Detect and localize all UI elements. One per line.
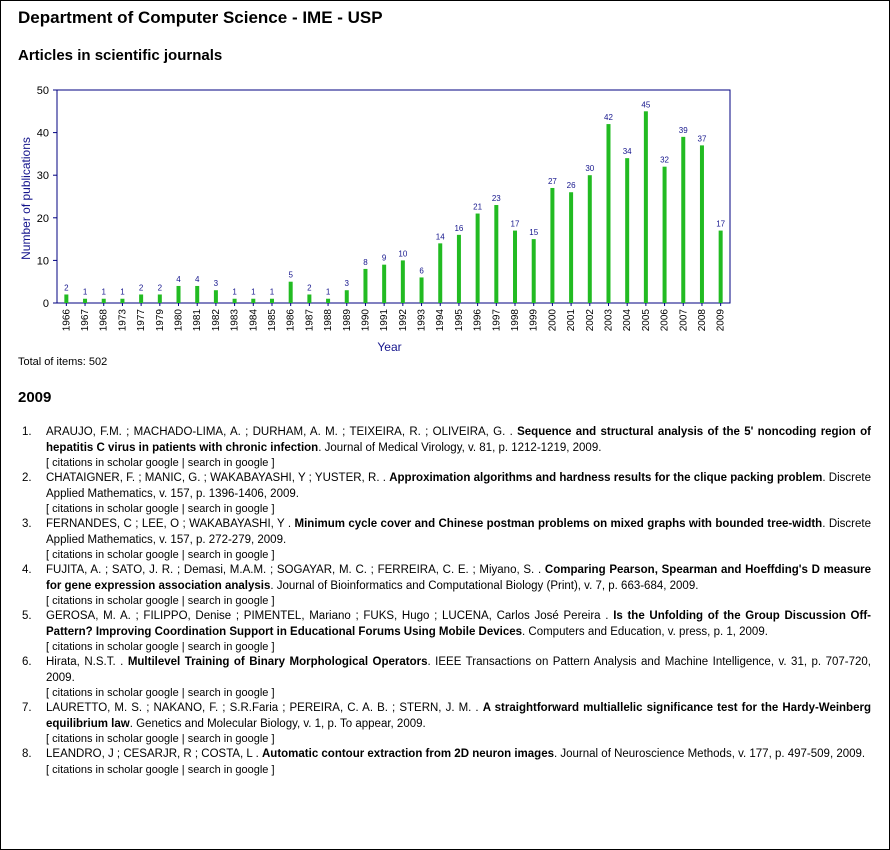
x-tick-label: 1999 bbox=[528, 309, 540, 332]
publication-authors: LAURETTO, M. S. ; NAKANO, F. ; S.R.Faria ; PEREIRA, C. A. B. ; STERN, J. M. . bbox=[46, 702, 483, 714]
x-tick-label: 1979 bbox=[154, 309, 166, 332]
bar-value-label: 9 bbox=[381, 253, 387, 263]
bar bbox=[64, 294, 68, 303]
x-tick-label: 1989 bbox=[341, 309, 353, 332]
publication-source: . Journal of Neuroscience Methods, v. 177, p. 497-509, 2009. bbox=[554, 748, 866, 760]
bar bbox=[625, 158, 629, 303]
publication-number: 2. bbox=[22, 472, 32, 484]
publication-item bbox=[18, 471, 871, 517]
x-tick-label: 1998 bbox=[510, 309, 522, 332]
x-tick-label: 1988 bbox=[323, 309, 335, 332]
x-tick-label: 1967 bbox=[80, 309, 92, 332]
scholar-link[interactable]: citations in scholar google bbox=[52, 641, 179, 653]
scholar-link[interactable]: citations in scholar google bbox=[52, 457, 179, 469]
publication-number: 3. bbox=[22, 518, 32, 530]
publication-source: . Genetics and Molecular Biology, v. 1, p. To appear, 2009. bbox=[129, 717, 426, 730]
publication-authors: LEANDRO, J ; CESARJR, R ; COSTA, L . bbox=[46, 748, 262, 760]
publication-item bbox=[18, 655, 871, 701]
publication-number: 7. bbox=[22, 702, 32, 714]
publication-title: Automatic contour extraction from 2D neuron images bbox=[261, 748, 554, 760]
department-title: Department of Computer Science - IME - USP bbox=[18, 8, 383, 27]
publication-item bbox=[18, 517, 871, 563]
x-tick-label: 1968 bbox=[98, 309, 110, 332]
bar bbox=[494, 205, 498, 303]
scholar-link[interactable]: citations in scholar google bbox=[52, 733, 179, 745]
x-tick-label: 2009 bbox=[715, 309, 727, 332]
bar bbox=[233, 299, 237, 303]
publication-title: Comparing Pearson, Spearman and Hoeffding's D measure for gene expression association analysis bbox=[46, 564, 871, 592]
publication-number: 4. bbox=[22, 564, 32, 576]
scholar-link[interactable]: citations in scholar google bbox=[52, 549, 179, 561]
publication-source: . IEEE Transactions on Pattern Analysis and Machine Intelligence, v. 31, p. 707-720, 2009. bbox=[46, 656, 871, 684]
bar-value-label: 2 bbox=[157, 283, 163, 293]
x-tick-label: 2005 bbox=[640, 309, 652, 332]
publication-title: A straightforward multiallelic significance test for the Hardy-Weinberg equilibrium law bbox=[46, 702, 871, 730]
x-tick-label: 1992 bbox=[397, 309, 409, 332]
x-tick-label: 1987 bbox=[304, 309, 316, 332]
google-search-link[interactable]: search in google bbox=[187, 457, 269, 469]
bar bbox=[158, 294, 162, 303]
bar-value-label: 14 bbox=[435, 232, 445, 242]
x-tick-label: 1997 bbox=[491, 309, 503, 332]
google-search-link[interactable]: search in google bbox=[187, 503, 269, 515]
google-search-link[interactable]: search in google bbox=[187, 733, 269, 745]
bar-value-label: 1 bbox=[251, 287, 256, 297]
x-tick-label: 1994 bbox=[435, 309, 447, 332]
bar-value-label: 3 bbox=[344, 279, 349, 289]
x-tick-label: 1993 bbox=[416, 309, 428, 332]
bar-value-label: 27 bbox=[547, 176, 557, 186]
bar-value-label: 1 bbox=[325, 287, 331, 297]
x-tick-label: 1996 bbox=[472, 309, 484, 332]
x-tick-label: 1977 bbox=[136, 309, 148, 332]
google-search-link[interactable]: search in google bbox=[187, 641, 269, 653]
publication-number: 6. bbox=[22, 656, 32, 668]
scholar-link[interactable]: citations in scholar google bbox=[52, 687, 179, 699]
bar bbox=[401, 260, 405, 303]
bar-value-label: 1 bbox=[232, 287, 237, 297]
publication-title: Minimum cycle cover and Chinese postman problems on mixed graphs with bounded tree-width bbox=[294, 518, 823, 530]
bar-value-label: 32 bbox=[660, 155, 670, 165]
bar bbox=[457, 235, 461, 303]
x-tick-label: 1973 bbox=[117, 309, 129, 332]
bar-value-label: 39 bbox=[678, 125, 688, 135]
x-tick-label: 1986 bbox=[285, 309, 297, 332]
publications-bar-chart bbox=[0, 0, 890, 360]
publication-authors: FUJITA, A. ; SATO, J. R. ; Demasi, M.A.M. ; SOGAYAR, M. C. ; FERREIRA, C. E. ; Miyano, S. . bbox=[46, 564, 545, 576]
bar-value-label: 2 bbox=[307, 283, 312, 293]
bar-value-label: 45 bbox=[641, 100, 651, 110]
bar-value-label: 17 bbox=[716, 219, 726, 229]
publication-number: 1. bbox=[22, 426, 32, 438]
publication-authors: CHATAIGNER, F. ; MANIC, G. ; WAKABAYASHI, Y ; YUSTER, R. . bbox=[46, 472, 390, 484]
x-tick-label: 1984 bbox=[248, 309, 260, 332]
x-tick-label: 2004 bbox=[622, 309, 634, 332]
scholar-link[interactable]: citations in scholar google bbox=[52, 595, 179, 607]
publication-links: [ citations in scholar google | search in google ] bbox=[46, 595, 275, 607]
bar bbox=[326, 299, 330, 303]
bar-value-label: 23 bbox=[491, 194, 501, 204]
bar bbox=[120, 299, 124, 303]
publication-title: Sequence and structural analysis of the 5' noncoding region of hepatitis C virus in patients with chronic infection bbox=[46, 426, 871, 454]
bar bbox=[214, 290, 218, 303]
bar-value-label: 1 bbox=[269, 287, 275, 297]
bar-value-label: 30 bbox=[585, 164, 595, 174]
x-axis-title: Year bbox=[377, 340, 402, 354]
y-tick-label: 40 bbox=[36, 127, 49, 140]
x-tick-label: 2006 bbox=[659, 309, 671, 332]
bar-value-label: 34 bbox=[622, 147, 632, 157]
publication-links: [ citations in scholar google | search in google ] bbox=[46, 687, 275, 699]
bar bbox=[438, 243, 442, 303]
publication-item bbox=[18, 563, 871, 609]
bar bbox=[102, 299, 106, 303]
bar-value-label: 4 bbox=[194, 274, 200, 284]
year-heading: 2009 bbox=[18, 389, 52, 406]
x-tick-label: 1981 bbox=[192, 309, 204, 332]
bar bbox=[363, 269, 367, 303]
bar bbox=[270, 299, 274, 303]
publication-source: . Journal of Bioinformatics and Computational Biology (Print), v. 7, p. 663-684, 2009. bbox=[270, 579, 699, 592]
bar bbox=[177, 286, 181, 303]
publication-title: Multilevel Training of Binary Morphological Operators bbox=[127, 656, 428, 668]
x-tick-label: 2001 bbox=[566, 309, 578, 332]
bar bbox=[663, 167, 667, 303]
publication-source: . Computers and Education, v. press, p. 1, 2009. bbox=[522, 625, 768, 638]
bar bbox=[83, 299, 87, 303]
scholar-link[interactable]: citations in scholar google bbox=[52, 503, 179, 515]
x-tick-label: 1985 bbox=[266, 309, 278, 332]
publication-number: 5. bbox=[22, 610, 32, 622]
x-tick-label: 1995 bbox=[453, 309, 465, 332]
bar-value-label: 3 bbox=[213, 279, 219, 289]
publication-title: Is the Unfolding of the Group Discussion Off-Pattern? Improving Coordination Support in Educational Forums Using Mobile Devices bbox=[46, 610, 871, 638]
bar bbox=[569, 192, 573, 303]
bar-value-label: 42 bbox=[604, 113, 613, 123]
google-search-link[interactable]: search in google bbox=[187, 549, 269, 561]
publication-title: Approximation algorithms and hardness results for the clique packing problem bbox=[389, 472, 823, 484]
bar bbox=[588, 175, 592, 303]
publication-source: . Discrete Applied Mathematics, v. 157, p. 272-279, 2009. bbox=[46, 518, 871, 546]
total-items: Total of items: 502 bbox=[18, 356, 108, 368]
bar bbox=[700, 145, 704, 303]
bar-value-label: 2 bbox=[64, 283, 69, 293]
x-tick-label: 1982 bbox=[210, 309, 222, 332]
bar bbox=[345, 290, 349, 303]
google-search-link[interactable]: search in google bbox=[187, 687, 269, 699]
x-tick-label: 2007 bbox=[678, 309, 690, 332]
bar bbox=[307, 294, 311, 303]
publication-links: [ citations in scholar google | search in google ] bbox=[46, 763, 275, 776]
bar bbox=[476, 214, 480, 303]
y-tick-label: 0 bbox=[42, 298, 49, 310]
bar-value-label: 1 bbox=[120, 287, 125, 297]
x-tick-label: 2003 bbox=[603, 309, 615, 332]
google-search-link[interactable]: search in google bbox=[187, 595, 269, 607]
bar-value-label: 17 bbox=[510, 219, 520, 229]
bar bbox=[513, 231, 517, 303]
bar bbox=[195, 286, 199, 303]
bar-value-label: 5 bbox=[288, 270, 293, 280]
bar-value-label: 1 bbox=[82, 287, 88, 297]
bar-value-label: 16 bbox=[454, 223, 464, 233]
publication-number: 8. bbox=[22, 748, 32, 760]
y-tick-label: 50 bbox=[36, 85, 49, 97]
x-tick-label: 1983 bbox=[229, 309, 241, 332]
publication-item bbox=[18, 425, 871, 471]
y-tick-label: 20 bbox=[36, 212, 49, 225]
publication-authors: ARAUJO, F.M. ; MACHADO-LIMA, A. ; DURHAM, A. M. ; TEIXEIRA, R. ; OLIVEIRA, G. . bbox=[46, 426, 518, 438]
publication-links: [ citations in scholar google | search in google ] bbox=[46, 503, 275, 515]
bar-value-label: 6 bbox=[419, 266, 424, 276]
publication-links: [ citations in scholar google | search in google ] bbox=[46, 733, 275, 745]
bar bbox=[532, 239, 536, 303]
publication-source: . Journal of Medical Virology, v. 81, p. 1212-1219, 2009. bbox=[318, 441, 602, 454]
bar bbox=[550, 188, 554, 303]
bar bbox=[681, 137, 685, 303]
bar-value-label: 2 bbox=[138, 283, 144, 293]
x-tick-label: 1991 bbox=[379, 309, 391, 332]
publication-links: [ citations in scholar google | search in google ] bbox=[46, 457, 275, 469]
x-tick-label: 2008 bbox=[696, 309, 708, 332]
x-tick-label: 1966 bbox=[61, 309, 73, 332]
bar bbox=[420, 277, 424, 303]
bar-value-label: 37 bbox=[697, 134, 707, 144]
publication-source: . Discrete Applied Mathematics, v. 157, p. 1396-1406, 2009. bbox=[46, 472, 871, 500]
y-tick-label: 30 bbox=[36, 170, 49, 183]
google-search-link[interactable]: search in google bbox=[187, 763, 269, 776]
publication-authors: GEROSA, M. A. ; FILIPPO, Denise ; PIMENTEL, Mariano ; FUKS, Hugo ; LUCENA, Carlos José Pereira . bbox=[46, 610, 614, 622]
x-tick-label: 2000 bbox=[547, 309, 559, 332]
x-tick-label: 2002 bbox=[584, 309, 596, 332]
bar-value-label: 10 bbox=[398, 249, 408, 259]
y-axis-title: Number of publications bbox=[19, 137, 33, 260]
bar bbox=[251, 299, 255, 303]
bar-value-label: 8 bbox=[363, 257, 368, 267]
scholar-link[interactable]: citations in scholar google bbox=[52, 763, 179, 776]
bar-value-label: 15 bbox=[529, 228, 539, 238]
bar bbox=[289, 282, 293, 303]
x-tick-label: 1990 bbox=[360, 309, 372, 332]
bar-value-label: 4 bbox=[176, 274, 181, 284]
publication-item bbox=[18, 701, 871, 747]
bar-value-label: 21 bbox=[473, 202, 483, 212]
publication-links: [ citations in scholar google | search in google ] bbox=[46, 641, 275, 653]
bar bbox=[606, 124, 610, 303]
y-tick-label: 10 bbox=[36, 255, 49, 268]
x-tick-label: 1980 bbox=[173, 309, 185, 332]
publication-authors: Hirata, N.S.T. . bbox=[46, 656, 128, 668]
publication-authors: FERNANDES, C ; LEE, O ; WAKABAYASHI, Y . bbox=[46, 518, 295, 530]
publication-list bbox=[18, 425, 871, 778]
bar bbox=[719, 231, 723, 303]
publication-links: [ citations in scholar google | search in google ] bbox=[46, 549, 275, 561]
bar-value-label: 1 bbox=[101, 287, 106, 297]
bar bbox=[382, 265, 386, 303]
section-title: Articles in scientific journals bbox=[18, 47, 223, 64]
bar bbox=[644, 111, 648, 303]
bar bbox=[139, 294, 143, 303]
publication-item bbox=[18, 747, 871, 778]
publication-item bbox=[18, 609, 871, 655]
bar-value-label: 26 bbox=[566, 181, 576, 191]
